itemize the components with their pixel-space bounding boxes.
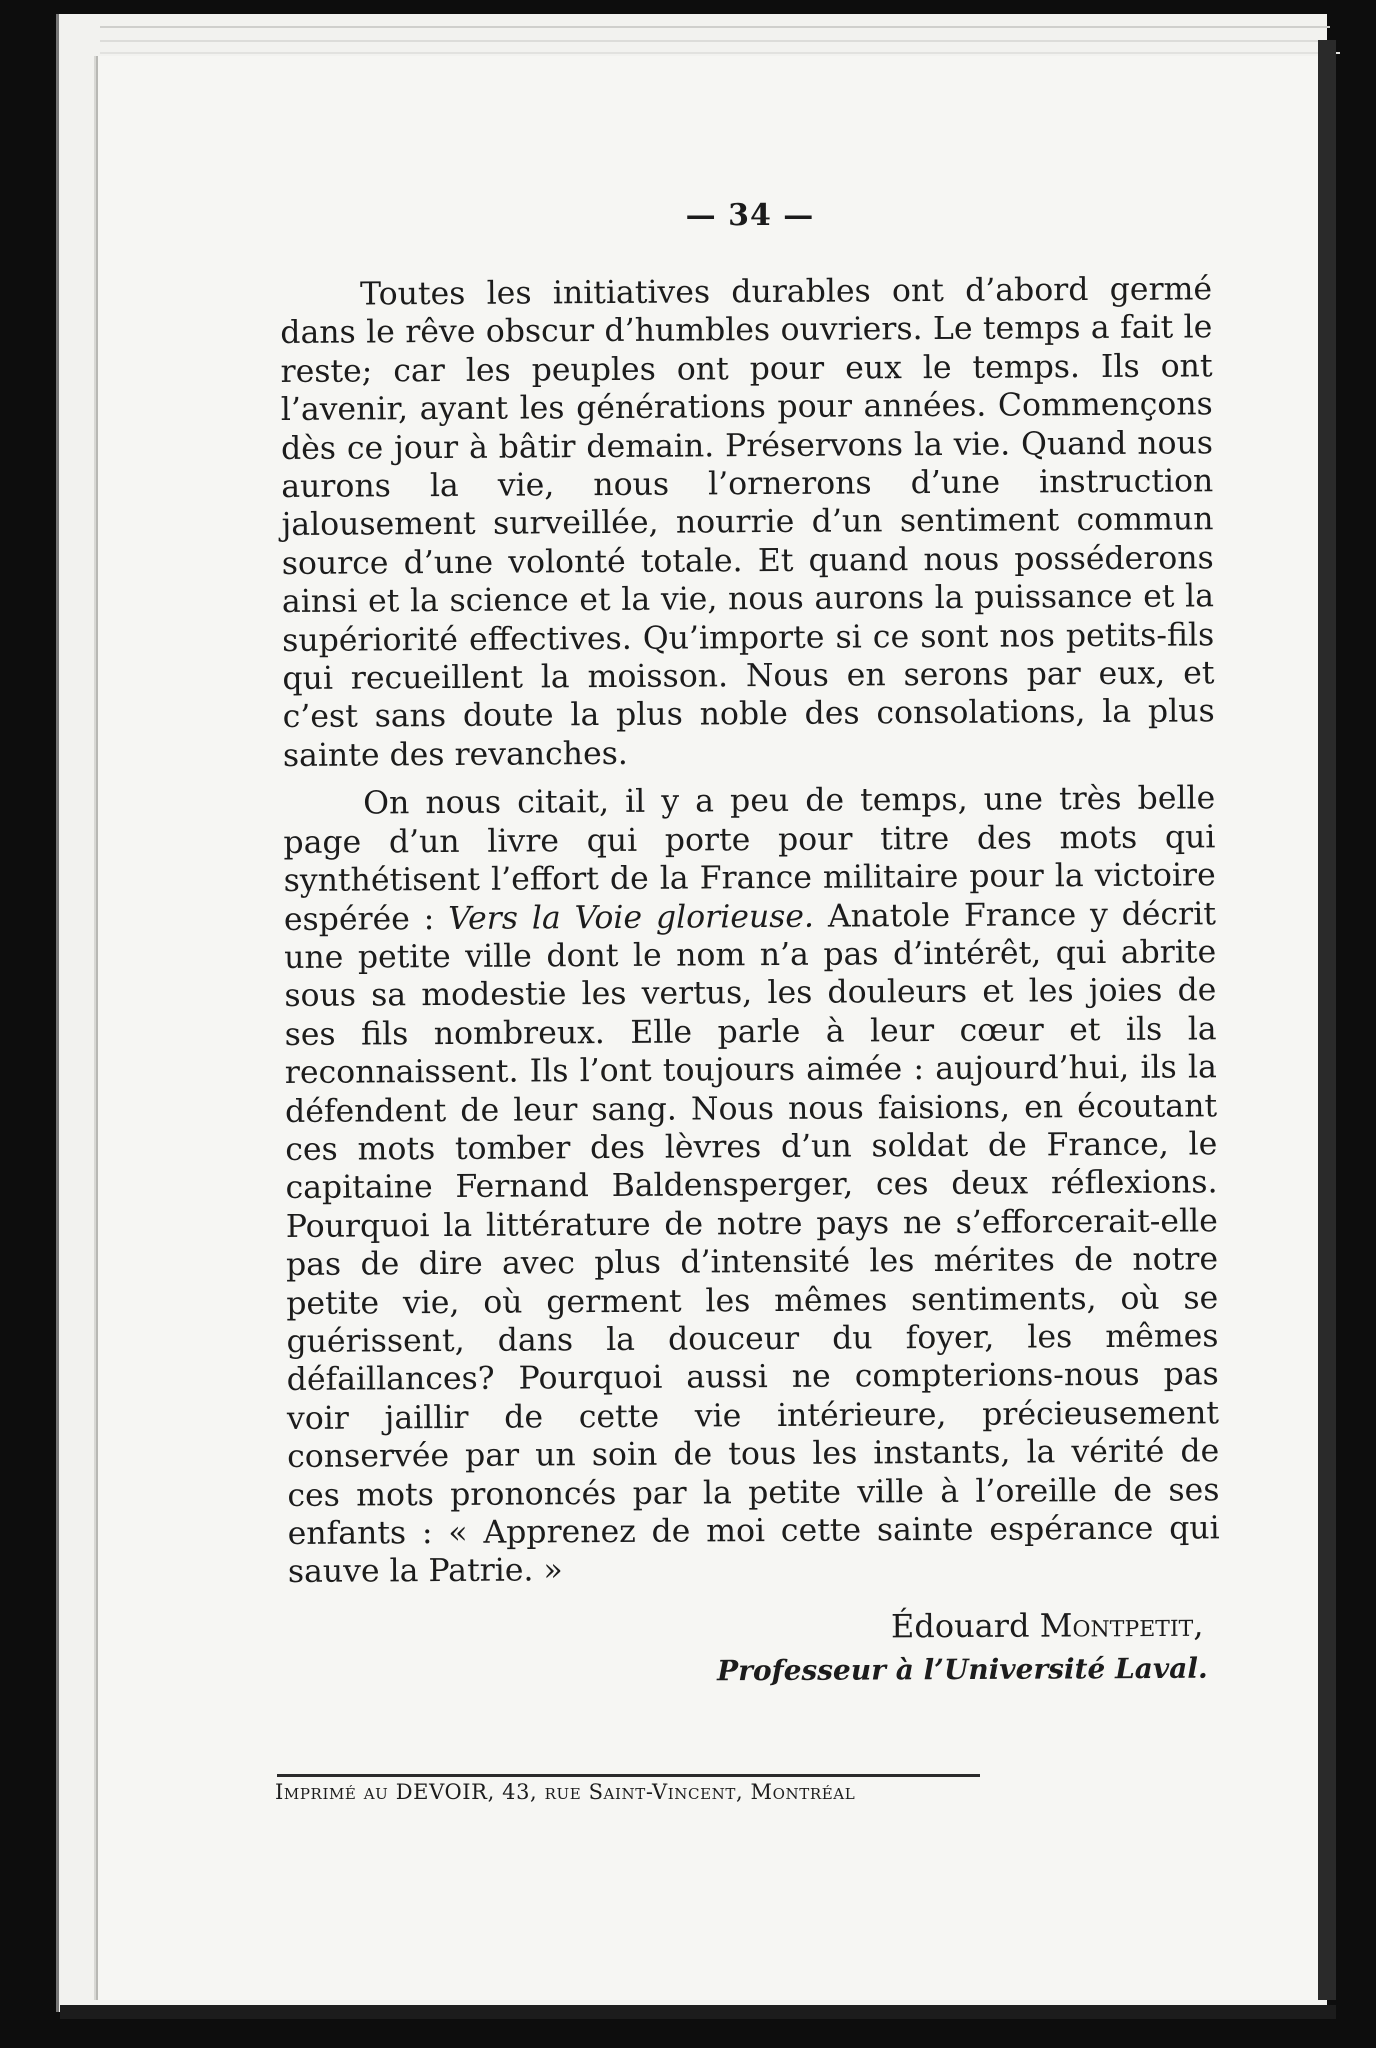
body-text [280, 270, 1220, 1591]
paragraph-2-end: Anatole France y décrit une petite ville dont le nom n’a pas d’intérêt, qui abrite sous sa modestie les vertus, les douleurs et les joies de ses fils nombreux. Elle parle à leur cœur et ils la reconnaissent. Ils l’ont toujours aimée : aujourd’hui, ils la défendent de leur sang. Nous nous faisions, en écoutant ces mots tomber des lèvres d’un soldat de France, le capitaine Fernand Baldensperger, ces deux réflexions. Pourquoi la littérature de notre pays ne s’efforcerait-elle pas de dire avec plus d’intensité les mérites de notre petite vie, où germent les mêmes sentiments, où se guérissent, dans la douceur du foyer, les mêmes défaillances? Pourquoi aussi ne compterions-nous pas voir jaillir de cette vie intérieure, précieusement conservée par un soin de tous les instants, la vérité de ces mots prononcés par la petite ville à l’oreille de ses enfants : « Apprenez de moi cette sainte espérance qui sauve la Patrie. » [284, 895, 1220, 1591]
paragraph-2-start: On nous citait, il y a peu de temps, une très belle page d’un livre qui porte pour titre des mots qui synthétisent l’effort de la France militaire pour la victoire espérée : [283, 780, 1216, 938]
page-edge-line [100, 40, 1336, 42]
author-name [717, 1603, 1204, 1650]
printer-imprint: Imprimé au DEVOIR, 43, rue Saint-Vincent, Montréal [275, 1780, 856, 1804]
paragraph-1: Toutes les initiatives durables ont d’abord germé dans le rêve obscur d’humbles ouvriers. Le temps a fait le reste; car les peuples ont pour eux le temps. Ils ont l’avenir, ayant les générations pour années. Commençons dès ce jour à bâtir demain. Préservons la vie. Quand nous aurons la vie, nous l’ornerons d’une instruction jalousement surveillée, nourrie d’un sentiment commun source d’une volonté totale. Et quand nous posséderons ainsi et la science et la vie, nous aurons la puissance et la supériorité effectives. Qu’importe si ce sont nos petits-fils qui recueillent la moisson. Nous en serons par eux, et c’est sans doute la plus noble des consolations, la plus sainte des revanches. [280, 271, 1215, 774]
footer-rule [277, 1774, 980, 1777]
book-title-italic: Vers la Voie glorieuse. [448, 898, 815, 937]
page-number: — 34 — [685, 198, 815, 233]
author-first-name: Édouard [891, 1606, 1030, 1646]
author-last-name: Montpetit, [1039, 1605, 1204, 1645]
author-title: Professeur à l’Université Laval. [717, 1651, 1209, 1688]
book-bottom-edge [60, 2005, 1336, 2019]
paragraph-2 [283, 780, 1220, 1592]
book-right-edge [1318, 40, 1336, 2000]
page-edge-line [100, 52, 1340, 54]
page-edge-line [100, 26, 1330, 28]
signature-block [717, 1603, 1209, 1694]
